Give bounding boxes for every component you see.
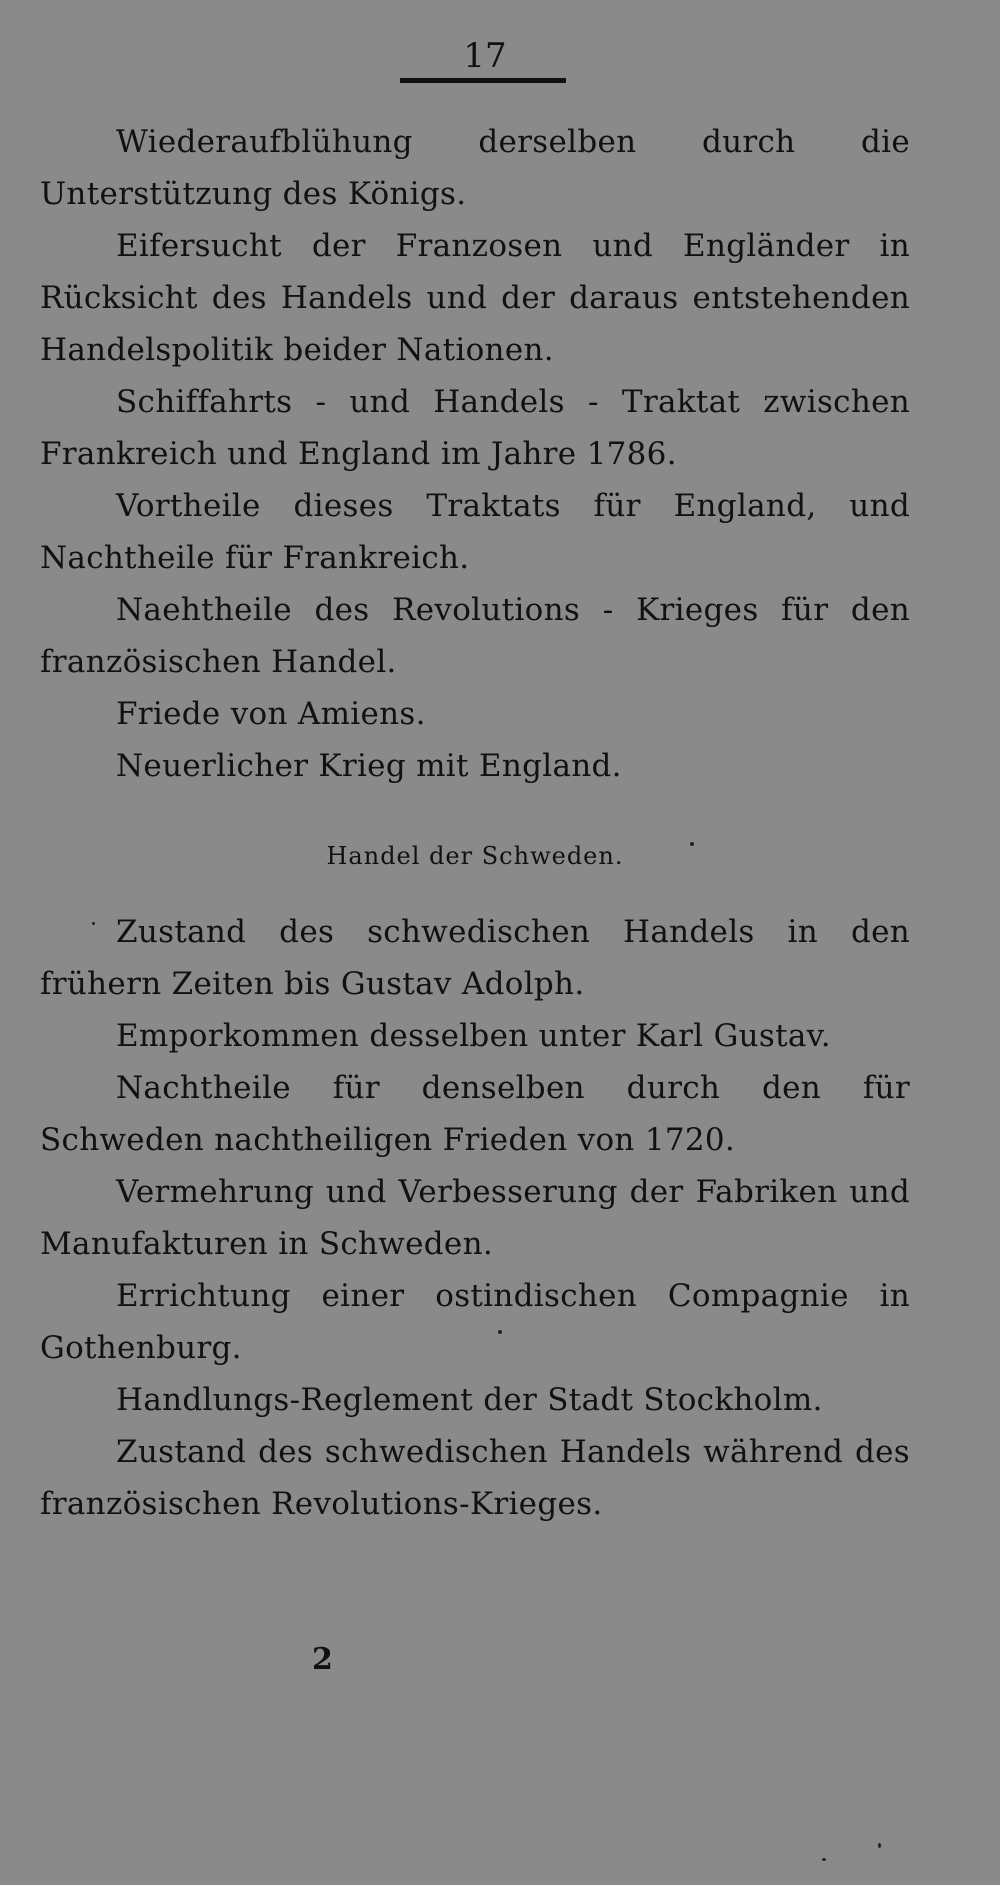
paragraph: Emporkommen desselben unter Karl Gustav. bbox=[116, 1018, 831, 1054]
section-heading: Handel der Schweden. bbox=[326, 842, 624, 870]
paragraph: Vortheile dieses Traktats für England, und Nachtheile für Frankreich. bbox=[40, 488, 910, 576]
paragraph: Naehtheile des Revolutions - Krieges für den französischen Handel. bbox=[40, 592, 910, 680]
paragraph: Friede von Amiens. bbox=[116, 696, 426, 732]
paper-speck bbox=[498, 1330, 502, 1334]
paper-speck bbox=[822, 1858, 826, 1861]
paper-speck bbox=[92, 922, 95, 925]
paragraph: Vermehrung und Verbesserung der Fabriken und Manufakturen in Schweden. bbox=[40, 1174, 910, 1262]
paragraph: Handlungs-Reglement der Stadt Stockholm. bbox=[116, 1382, 823, 1418]
page-number: 17 bbox=[463, 36, 507, 76]
section-one-text bbox=[40, 116, 910, 792]
paragraph: Schiffahrts - und Handels - Traktat zwischen Frankreich und England im Jahre 1786. bbox=[40, 384, 910, 472]
paragraph: Nachtheile für denselben durch den für Schweden nachtheiligen Frieden von 1720. bbox=[40, 1070, 910, 1158]
paragraph: Errichtung einer ostindischen Compagnie in Gothenburg. bbox=[40, 1278, 910, 1366]
paragraph: Wiederaufblühung derselben durch die Unterstützung des Königs. bbox=[40, 124, 910, 212]
page-number-rule bbox=[400, 78, 566, 83]
paragraph: Neuerlicher Krieg mit England. bbox=[116, 748, 622, 784]
printer-signature-mark: 2 bbox=[312, 1642, 333, 1677]
paper-speck bbox=[878, 1843, 881, 1848]
paragraph: Zustand des schwedischen Handels während des französischen Revolutions-Krieges. bbox=[40, 1434, 910, 1522]
paragraph: Eifersucht der Franzosen und Engländer in Rücksicht des Handels und der daraus entstehenden Handelspolitik beider Nationen. bbox=[40, 228, 910, 368]
paper-speck bbox=[690, 842, 694, 846]
section-two-text bbox=[40, 906, 910, 1530]
paragraph: Zustand des schwedischen Handels in den frühern Zeiten bis Gustav Adolph. bbox=[40, 914, 910, 1002]
